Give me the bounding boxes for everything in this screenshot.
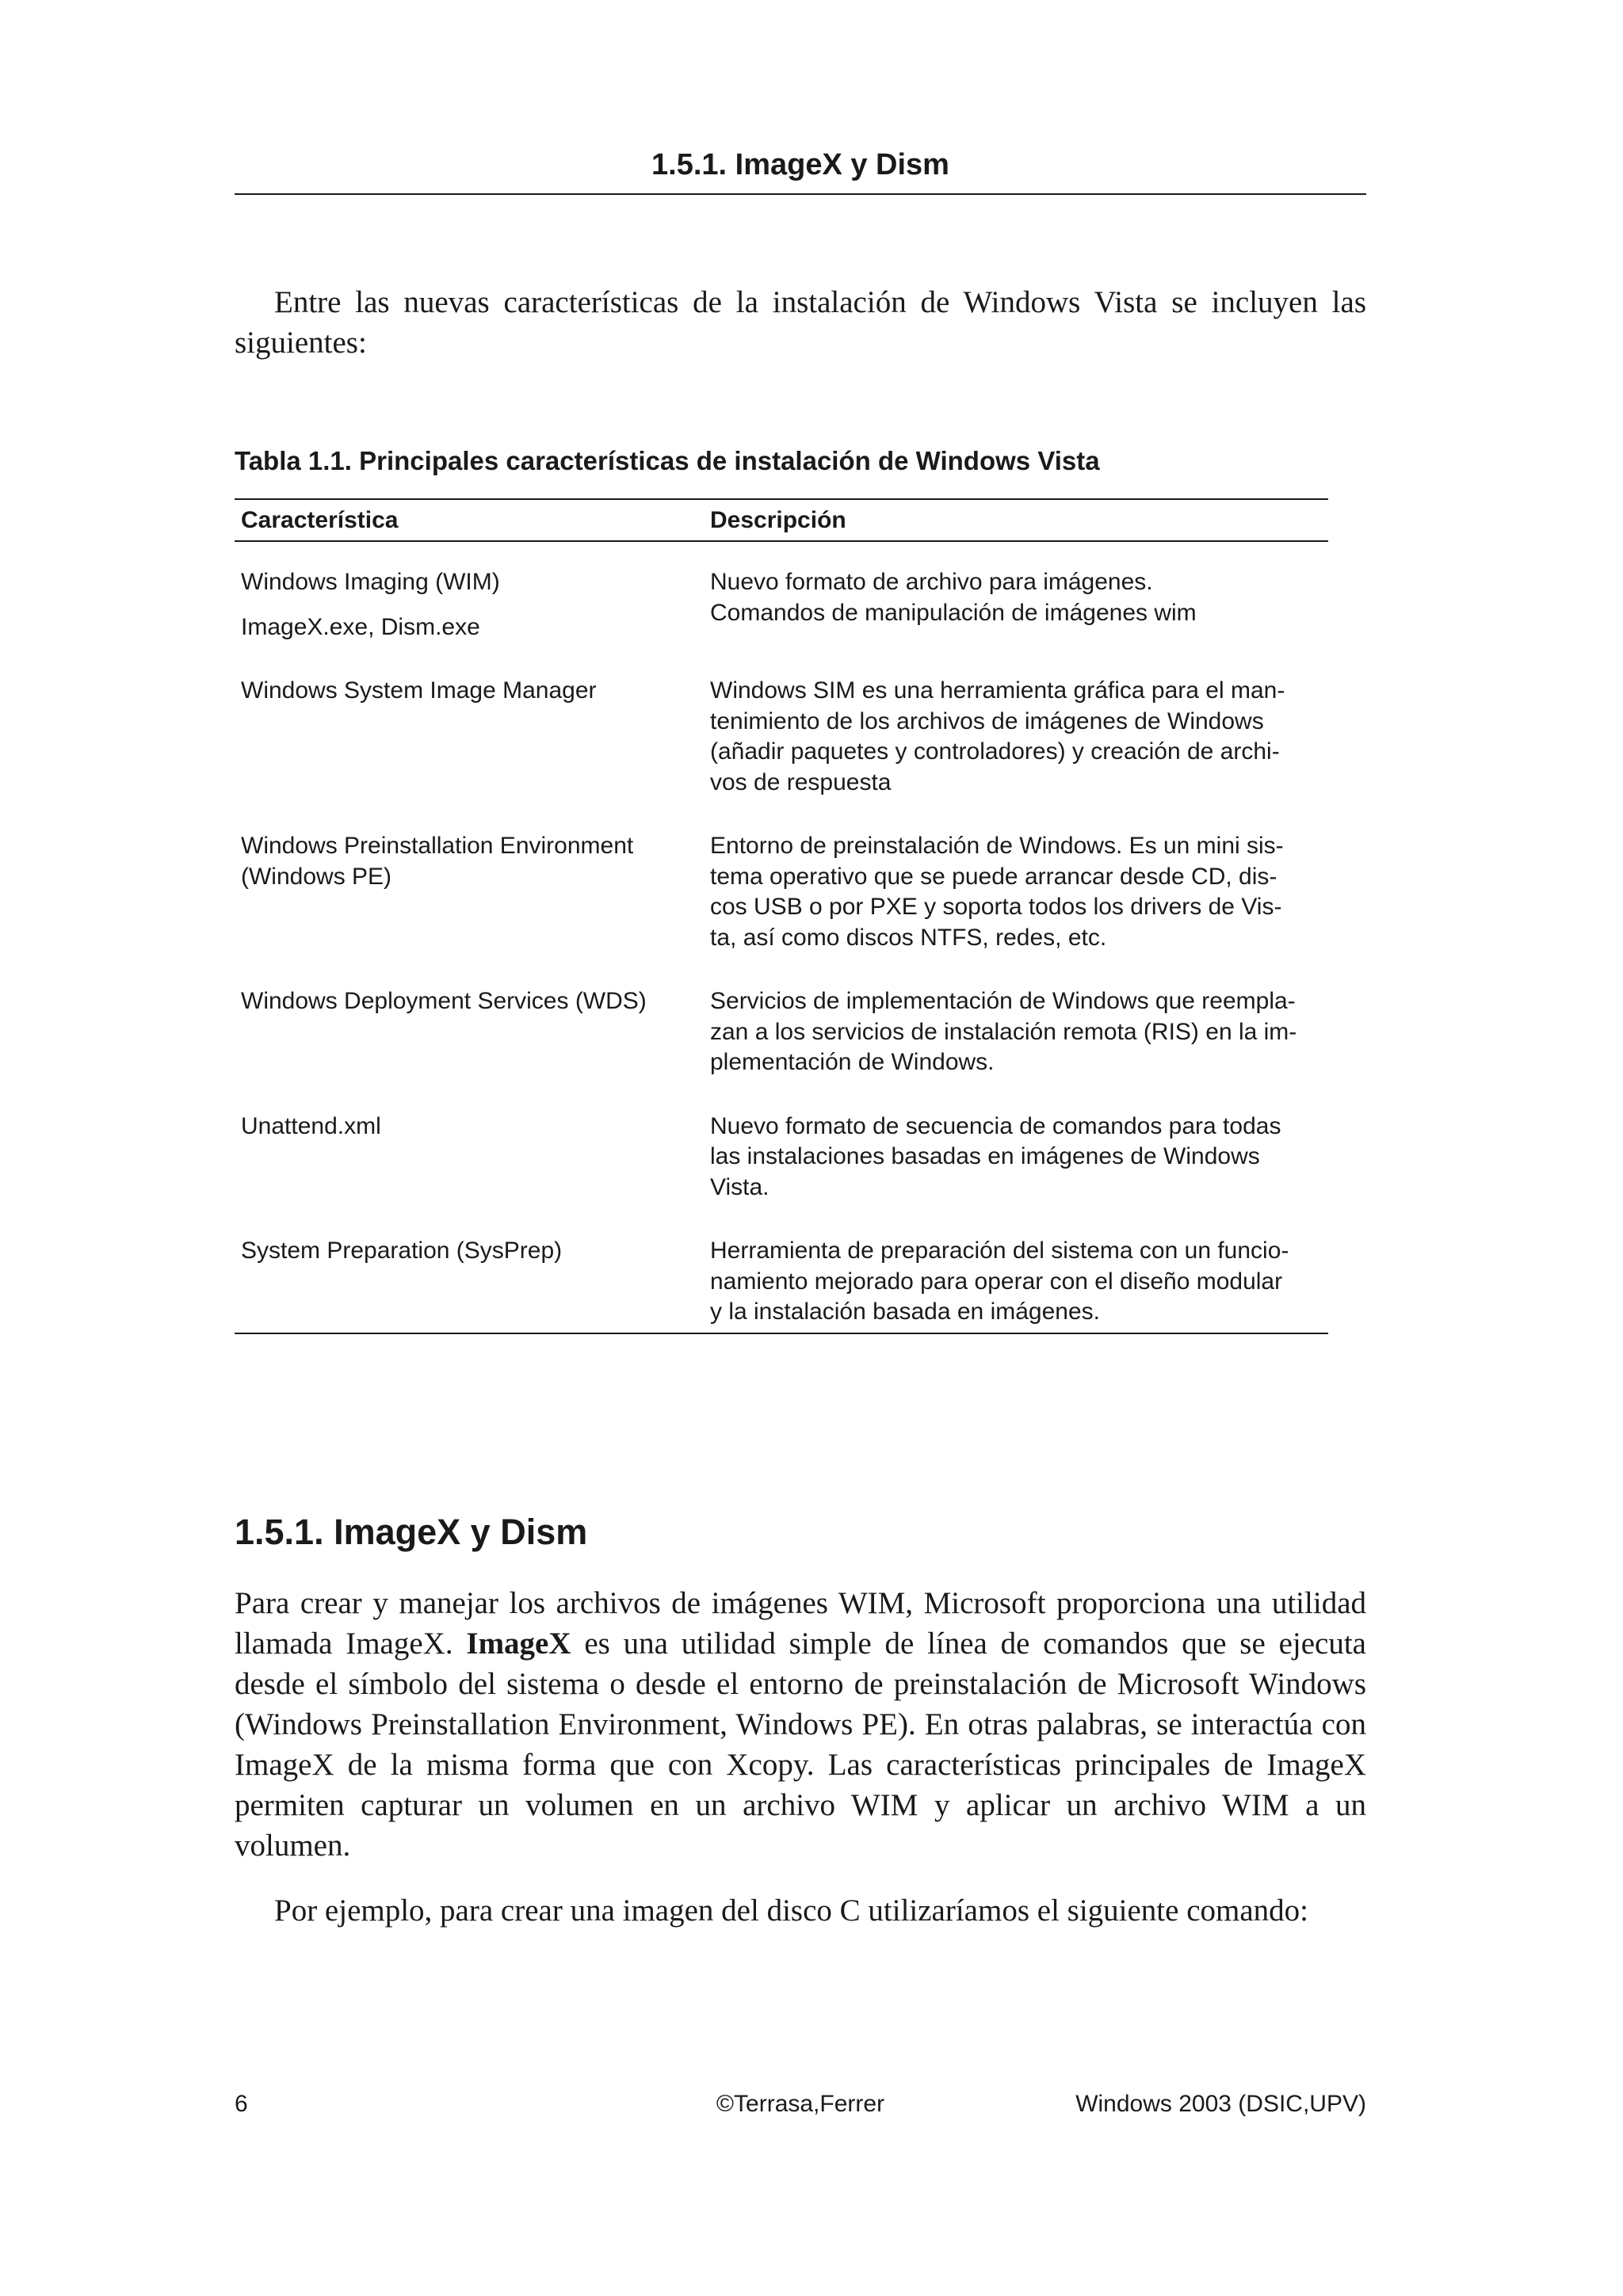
description-line: Windows SIM es una herramienta gráfica para el man- [710, 677, 1285, 704]
table-row [235, 541, 1328, 598]
imagex-paragraph-text-start: Para crear y manejar los archivos de imágenes WIM, Microsoft proporciona una utilidad llamada ImageX. [235, 1586, 1366, 1661]
header-rule [235, 193, 1366, 195]
feature-line: (Windows PE) [241, 863, 392, 890]
feature-line: Windows Deployment Services (WDS) [241, 988, 647, 1014]
description-line: ta, así como discos NTFS, redes, etc. [710, 924, 1107, 951]
feature-cell [235, 541, 704, 598]
description-line: tenimiento de los archivos de imágenes de Windows [710, 707, 1264, 734]
description-cell [704, 1203, 1328, 1333]
table-row [235, 953, 1328, 1078]
description-line: zan a los servicios de instalación remota (RIS) en la im- [710, 1018, 1297, 1045]
description-cell [704, 953, 1328, 1078]
imagex-paragraph [235, 1583, 1366, 1866]
section-heading: 1.5.1. ImageX y Dism [235, 1512, 588, 1552]
table-row [235, 598, 1328, 643]
column-header-description: Descripción [704, 499, 1328, 541]
example-paragraph: Por ejemplo, para crear una imagen del disco C utilizaríamos el siguiente comando: [274, 1894, 1308, 1928]
imagex-bold-term: ImageX [466, 1627, 571, 1661]
description-line: namiento mejorado para operar con el diseño modular [710, 1268, 1283, 1295]
description-line: vos de respuesta [710, 769, 892, 795]
description-cell [704, 598, 1328, 643]
feature-cell [235, 1078, 704, 1203]
description-line: plementación de Windows. [710, 1049, 995, 1075]
feature-cell [235, 798, 704, 953]
description-line: Nuevo formato de secuencia de comandos para todas [710, 1112, 1281, 1139]
table-row [235, 1203, 1328, 1333]
feature-cell [235, 953, 704, 1078]
description-cell [704, 1078, 1328, 1203]
footer-course: Windows 2003 (DSIC,UPV) [1075, 2091, 1366, 2117]
table-caption: Tabla 1.1. Principales características de instalación de Windows Vista [235, 446, 1100, 475]
table-row [235, 643, 1328, 798]
column-header-feature: Característica [235, 499, 704, 541]
description-cell [704, 643, 1328, 798]
feature-line: ImageX.exe, Dism.exe [241, 613, 480, 640]
description-line: (añadir paquetes y controladores) y creación de archi- [710, 738, 1280, 765]
description-line: Vista. [710, 1173, 769, 1200]
footer-page-number: 6 [235, 2091, 248, 2117]
feature-line: Windows Preinstallation Environment [241, 833, 634, 859]
feature-line: System Preparation (SysPrep) [241, 1238, 563, 1264]
running-header: 1.5.1. ImageX y Dism [651, 148, 949, 181]
description-line: Entorno de preinstalación de Windows. Es un mini sis- [710, 833, 1284, 859]
description-cell [704, 798, 1328, 953]
feature-cell [235, 598, 704, 643]
feature-cell [235, 1203, 704, 1333]
description-line: y la instalación basada en imágenes. [710, 1299, 1100, 1325]
description-line: las instalaciones basadas en imágenes de Windows [710, 1143, 1260, 1169]
description-line: Herramienta de preparación del sistema con un funcio- [710, 1238, 1289, 1264]
table-row [235, 798, 1328, 953]
feature-line: Windows System Image Manager [241, 677, 597, 704]
feature-cell [235, 643, 704, 798]
intro-paragraph: Entre las nuevas características de la instalación de Windows Vista se incluyen las siguientes: [235, 285, 1366, 360]
description-cell [704, 541, 1328, 598]
description-line: tema operativo que se puede arrancar desde CD, dis- [710, 863, 1277, 890]
page-footer [235, 2087, 1366, 2122]
features-table [235, 498, 1328, 1334]
description-line: Nuevo formato de archivo para imágenes. [710, 569, 1153, 595]
table-header-row [235, 499, 1328, 541]
footer-copyright: ©Terrasa,Ferrer [716, 2091, 885, 2117]
description-line: Comandos de manipulación de imágenes wim [710, 599, 1197, 626]
table-body [235, 541, 1328, 1333]
feature-line: Windows Imaging (WIM) [241, 569, 500, 595]
description-line: cos USB o por PXE y soporta todos los drivers de Vis- [710, 894, 1282, 920]
feature-line: Unattend.xml [241, 1112, 381, 1139]
imagex-paragraph-text-end: es una utilidad simple de línea de comandos que se ejecuta desde el símbolo del sistema o desde el entorno de preinstalación de Microsoft Windows (Windows Preinstallation Environment, Windows PE). En otras palabras, se interactúa con ImageX de la misma forma que con Xcopy. Las características principales de ImageX permiten capturar un volumen en un archivo WIM y aplicar un archivo WIM a un volumen. [235, 1627, 1366, 1863]
table-row [235, 1078, 1328, 1203]
description-line: Servicios de implementación de Windows que reempla- [710, 988, 1296, 1014]
